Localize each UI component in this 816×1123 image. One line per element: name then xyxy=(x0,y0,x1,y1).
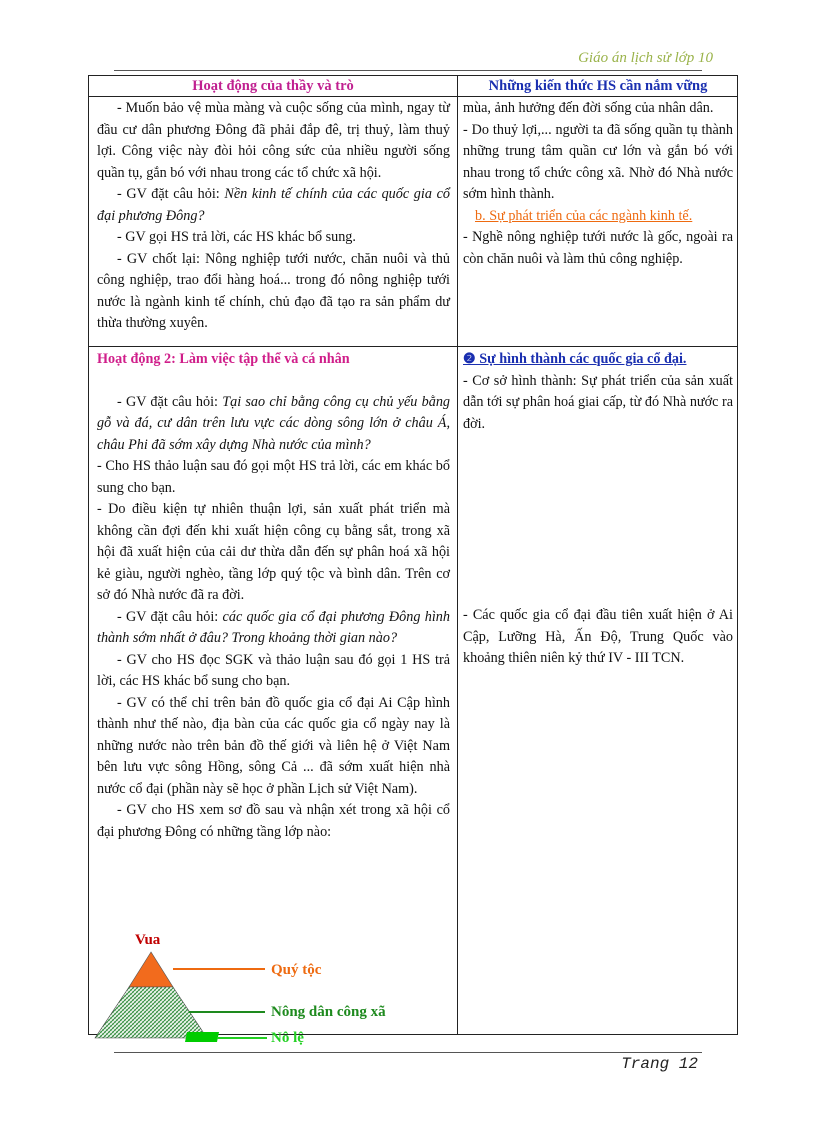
pyramid-top-nobility xyxy=(129,952,173,987)
row2-right-paragraph: - Cơ sở hình thành: Sự phát triển của sản xuất dẫn tới sự phân hoá giai cấp, từ đó Nhà nước ra đời. xyxy=(463,372,733,432)
row-divider xyxy=(89,346,737,347)
row1-right-paragraph: - Do thuỷ lợi,... người ta đã sống quần tụ thành những trung tâm quần cư lớn và gắn bó với nhau trong tổ chức công xã. Nhờ đó Nhà nước sớm hình thành. xyxy=(463,121,733,202)
question-text: Tại sao chỉ bằng công cụ chủ yếu bằng gỗ và đá, cư dân trên lưu vực các dòng sông lớn ở châu Á, châu Phi đã sớm xây dựng Nhà nước của mình? xyxy=(97,393,451,453)
pyramid-base-slaves xyxy=(185,1032,219,1042)
row1-left-question xyxy=(97,184,450,227)
row2-left-paragraph: - GV cho HS đọc SGK và thảo luận sau đó gọi 1 HS trả lời, các HS khác bổ sung cho bạn. xyxy=(97,651,450,689)
question-prefix: - GV đặt câu hỏi: xyxy=(117,393,223,410)
row1-right-heading xyxy=(463,206,733,228)
row2-left-cell xyxy=(97,349,450,843)
row2-left-paragraph: - Do điều kiện tự nhiên thuận lợi, sản xuất phát triển mà không cần đợi đến khi xuất hiện công cụ bằng sắt, trong xã hội đã xuất hiện của cải dư thừa dẫn đến sự phân hoá xã hội kẻ giàu, người nghèo, tầng lớp quý tộc và bình dân. Trên cơ sở đó Nhà nước đã ra đời. xyxy=(97,501,450,603)
header-knowledge: Những kiến thức HS cần nắm vững xyxy=(488,78,708,94)
column-divider xyxy=(457,76,458,1034)
section-heading-economy: b. Sự phát triển của các ngành kinh tế. xyxy=(475,207,693,224)
row1-right-cell xyxy=(463,98,733,270)
activity-2-heading: Hoạt động 2: Làm việc tập thể và cá nhân xyxy=(97,351,350,367)
question-text: các quốc gia cổ đại phương Đông hình thành sớm nhất ở đâu? Trong khoảng thời gian nào? xyxy=(97,608,450,646)
row2-left-paragraph: - GV có thể chỉ trên bản đồ quốc gia cổ đại Ai Cập hình thành như thế nào, địa bàn của các quốc gia cổ ngày nay là những nước nào trên bản đồ thế giới và liên hệ ở Việt Nam bên lưu vực sông Hồng, sông Cả ... đã sớm xuất hiện nhà nước cổ đại (phần này sẽ học ở phần Lịch sử Việt Nam). xyxy=(97,694,450,797)
nong-dan-label: Nông dân công xã xyxy=(271,1004,386,1020)
header-teacher-student-activity: Hoạt động của thầy và trò xyxy=(192,78,354,94)
header-rule xyxy=(114,70,702,71)
row2-right-paragraph: - Các quốc gia cổ đại đầu tiên xuất hiện ở Ai Cập, Lưỡng Hà, Ấn Độ, Trung Quốc vào khoảng thiên niên kỷ thứ IV - III TCN. xyxy=(463,607,733,666)
row2-left-paragraph: - Cho HS thảo luận sau đó gọi một HS trả lời, các em khác bổ sung cho bạn. xyxy=(97,458,450,496)
row1-left-paragraph: - Muốn bảo vệ mùa màng và cuộc sống của mình, ngay từ đầu cư dân phương Đông đã phải đắp đê, trị thuỷ, làm thuỷ lợi. Công việc này đòi hỏi công sức của nhiều người sống quần tụ, gắn bó với nhau trong các tổ chức xã hội. xyxy=(97,100,450,181)
question-prefix: - GV đặt câu hỏi: xyxy=(117,608,223,625)
page-number: Trang 12 xyxy=(621,1055,698,1073)
row1-left-cell xyxy=(97,98,450,335)
social-pyramid-diagram xyxy=(89,924,457,1046)
row2-left-question xyxy=(97,607,450,650)
row2-left-paragraph: - GV cho HS xem sơ đồ sau và nhận xét trong xã hội cổ đại phương Đông có những tầng lớp nào: xyxy=(97,802,450,840)
page-header-title: Giáo án lịch sử lớp 10 xyxy=(578,50,713,66)
row2-left-question xyxy=(97,392,450,457)
no-le-label: Nô lệ xyxy=(271,1030,304,1046)
header-divider xyxy=(89,96,737,97)
footer-rule xyxy=(114,1052,702,1053)
section-heading-states: ❷ Sự hình thành các quốc gia cổ đại. xyxy=(463,351,687,367)
row2-right-cell xyxy=(463,349,733,670)
row1-left-paragraph: - GV chốt lại: Nông nghiệp tưới nước, chăn nuôi và thủ công nghiệp, trao đổi hàng hoá... trong đó nông nghiệp tưới nước là ngành kinh tế chính, chủ đạo đã tạo ra sản phẩm dư thừa thường xuyên. xyxy=(97,250,450,331)
vua-label: Vua xyxy=(135,932,161,948)
question-prefix: - GV đặt câu hỏi: xyxy=(117,186,225,202)
lesson-table xyxy=(88,75,738,1046)
row1-left-paragraph: - GV gọi HS trả lời, các HS khác bổ sung. xyxy=(117,229,356,245)
quy-toc-label: Quý tộc xyxy=(271,962,322,978)
row1-right-paragraph: - Nghề nông nghiệp tưới nước là gốc, ngoài ra còn chăn nuôi và làm thủ công nghiệp. xyxy=(463,229,733,267)
row1-right-paragraph: mùa, ảnh hưởng đến đời sống của nhân dân. xyxy=(463,100,714,116)
question-text: Nền kinh tế chính của các quốc gia cổ đại phương Đông? xyxy=(97,186,450,224)
